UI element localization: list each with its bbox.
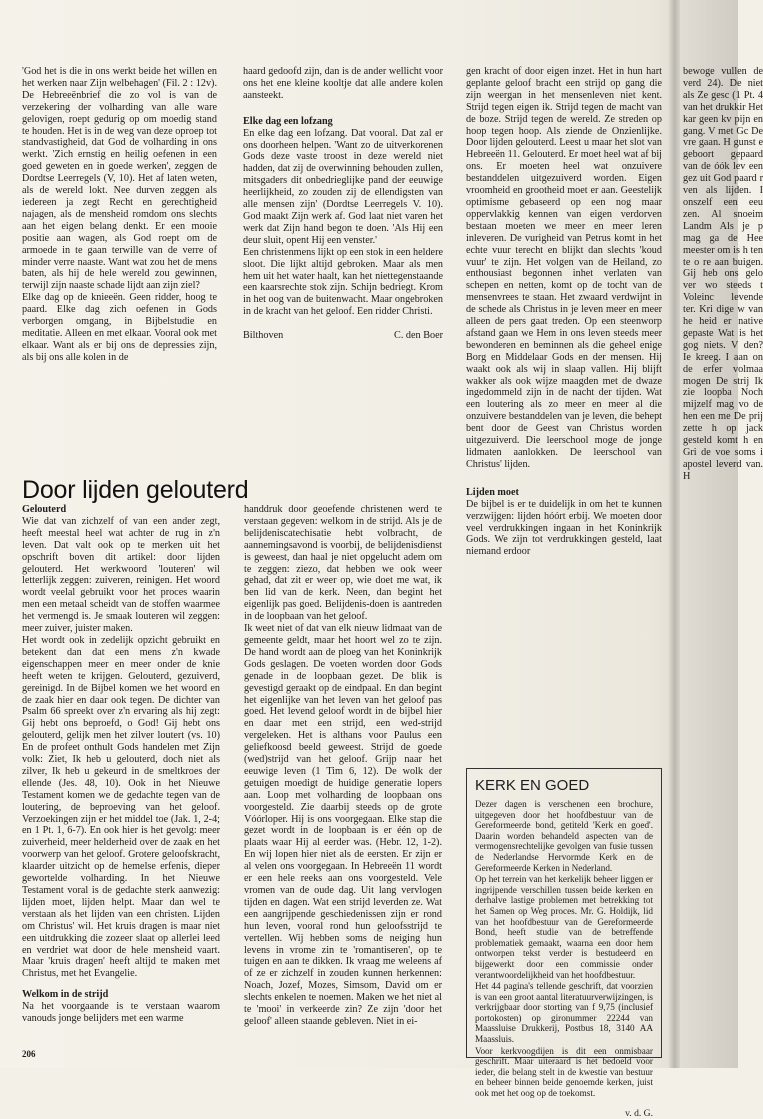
box-body	[475, 799, 653, 1119]
paragraph: En elke dag een lofzang. Dat vooral. Dat zal er ons doorheen helpen. 'Want zo de uitverkorenen Gods deze vaste troost in deze wereld niet hadden, dat zij de overwinning behouden zullen, mitsgaders dit onbedrieglijke pand der eeuwige heerlijkheid, zo zouden zij de ellendigsten van alle mensen zijn' (Dordtse Leerregels V. 10). God maakt Zijn werk af. God laat niet varen het werk dat Zijn hand begon te doen. 'Als Hij een deur sluit, opent Hij een venster.'	[243, 127, 443, 246]
page-number: 206	[22, 1049, 36, 1059]
paragraph: Voor kerkvoogdijen is dit een onmisbaar geschrift. Maar uiteraard is het bedoeld voor ieder, die belang stelt in de kwestie van bestuur en beheer binnen beide genoemde kerken, juist ook met het oog op de toekomst.	[475, 1045, 653, 1099]
section-heading: Lijden moet	[466, 486, 519, 498]
paragraph: Het wordt ook in zedelijk opzicht gebruikt en betekent dan dat een mens z'n kwade eigenschappen meer en meer onder de knie heeft weten te krijgen. Gelouterd, gezuiverd, gereinigd. In de Bijbel komen we het woord en de zaak hier en daar ook tegen. De dichter van Psalm 66 spreekt over z'n ervaring als hij zegt: Gij hebt ons beproefd, o God! Gij hebt ons gelouterd, gelijk men het zilver loutert (vs. 10) En de profeet onthult Gods handelen met Zijn volk: Ziet, Ik heb u gelouterd, doch niet als zilver, Ik heb u gekeurd in de smeltkroes der ellende (Jes. 48, 10). Ook in het Nieuwe Testament komen we de gedachte tegen van de loutering, de beproeving van het geloof. Verzoekingen zijn er het middel toe (Jak. 1, 2-4; en 1 Pt. 1, 6-7). En ook hier is het gevolg: meer zuiverheid, meer helderheid over de zaak en het voorwerp van het geloof. Grotere geloofskracht, klaarder uitzicht op de hemelse erfenis, dieper gewortelde volharding. In het Nieuwe Testament voral is de gedachte sterk aanwezig: lijden moet, lijden helpt. Maar dan wel te verstaan als het lijden van een christen. Lijden om Christus' wil. Het kruis dragen is maar niet een uitdrukking die zozeer slaat op allerlei leed en verdriet wat door de hele mensheid vaart. Maar 'kruis dragen' heeft altijd te maken met Christus, met het Evangelie.	[22, 634, 220, 980]
top-column-2	[243, 66, 443, 342]
paragraph: gen kracht of door eigen inzet. Het in hun hart geplante geloof bracht een strijd op gang die zijn weergan in het mensenleven niet kent. Strijd tegen eigen ik. Strijd tegen de macht van de boze. Strijd tegen de wereld. Ze streden op hoop tegen hoop. Als ziende de Onzienlijke. Door lijden gelouterd. Leest u maar het slot van Hebreeën 11. Gelouterd. Er moet heel wat af bij ons. Er moeten heel wat onzuivere bestanddelen uitgezuiverd worden. Eigen vroomheid en grootheid moet er aan. Geestelijk optimisme gebaseerd op een nog maar oppervlakkig kennen van eigen verdorven bestaan moeten we meer en meer leren inleveren. De vurigheid van Petrus komt in het echte vuur terecht en blijkt dan slechts 'koud vuur' te zijn. Het volgen van de Heiland, zo enthousiast begonnen inhet verlaten van schepen en netten, komt op de tocht van de mensenvrees te staan. Het zwaard verdwijnt in de schede als Christus in je leven meer en meer alleen de pers gaat treden. Op een steenworp afstand gaan we Hem in ons leven steeds meer bewonderen en beminnen als die geheel enige Borg en Middelaar Gods en der mensen. Hij waakt ook als wij in slaap vallen. Hij blijft wakker als ook wijze maagden met de dwaze ingedommeld zijn in de nacht der tijden. Wat een loutering als zo meer en meer al die onzuivere bestanddelen van je leven, die behept bent door de Geest van Christus worden uitgezuiverd. Die leerschool moge de jonge lidmaten aanlokken. De leerschool van Christus' lijden.	[466, 66, 662, 470]
kerk-en-goed-box	[466, 768, 662, 1119]
box-signature: v. d. G.	[625, 1107, 653, 1119]
paragraph: Ik weet niet of dat van elk nieuw lidmaat van de gemeente geldt, maar het hoort wel zo te zijn. De hand wordt aan de ploeg van het Koninkrijk Gods geslagen. De voeten worden door Gods genade in de loopbaan gezet. De blik is gevestigd geraakt op de eindpaal. En dan begint het eigenlijke van het leven van het geloof pas goed. Het levend geloof wordt in de bijbel hier en daar met een strijd, een wed-strijd vergeleken. Het is althans voor Paulus een geliefkoosd beeld geweest. Strijd de goede (wed)strijd van het geloof. Grijp naar het eeuwige leven (1 Tim 6, 12). De wolk der getuigen moedigt de huidige generatie lopers aan. Loop met volharding de loopbaan ons voorgesteld. Zie daarbij steeds op de grote Vóórloper. Hij is ons voorgegaan. Elke stap die gezet wordt in de loopbaan is er één op de plaats waar Hij al eerder was. (Hebr. 12, 1-2). En wij lopen hier niet als de eersten. Er zijn er al velen ons voorgegaan. In Hebreeën 11 wordt er een hele reeks aan ons voorgesteld. Vele vromen van de oude dag. Uit lang vervlogen tijden en dagen. Wat een strijd leverden ze. Wat een aangrijpende geschiedenissen zijn er rond hun leven, vooral rond hun geloofsstrijd te vertellen. Wij hebben soms de neiging hun levens in vrome zin te 'romantiseren', op te tuigen en aan te dikken. Ik vraag me weleens af of ze er zichzelf in zouden kunnen herkennen: Noach, Jozef, Mozes, Simsom, David om er slechts enkelen te noemen. Maken we het niet al te 'mooi' in verkeerde zin? Ze zijn 'door het geloof' alleen staande gebleven. Niet in ei-	[244, 623, 442, 1027]
section-heading: Gelouterd	[22, 504, 67, 515]
paragraph: Dezer dagen is verschenen een brochure, uitgegeven door het hoofdbestuur van de Gereformeerde bond, getiteld 'Kerk en goed'. Daarin worden behandeld aspecten van de vermogensrechtelijke gevolgen van fusie tussen de Nederlandse Hervormde Kerk en de Gereformeerde Kerken in Nederland.	[475, 799, 653, 873]
section-heading: Elke dag een lofzang	[243, 115, 333, 127]
fringe-text: bewoge vullen de verd 24). De niet als Ze gesc (1 Pt. 4 van het drukkir Het kar geen kv pijn en gang. V met Gc De vre gaan. H gunst e geboort gepaard van de óók lev een gez uit God paard r ven als lijden. I onszelf een eeu zen. Al snoeim Landm Als je p mag ga de Hee meester om is h ten te o re aan buigen. Gij heb ons gelo ver wo steeds t Voleinc levende ter. Kri dige w van he heid er native gepaste Wat is het gog niets. V den? Ie kreeg. I aan on de erfer volmaa mogen De strij Ik zie loopba Noch mijzelf mag vo de hen een me De prij zette h op jack gesteld komt h en Gri de voe soms i apostel leverd van. H	[683, 66, 763, 482]
paragraph: handdruk door geoefende christenen werd te verstaan gegeven: welkom in de strijd. Als je de belijdeniscatechisatie hebt volbracht, de aannemingsavond is voorbij, de belijdenisdienst is geweest, dan haal je niet opgelucht adem om te zeggen: ziezo, dat hebben we ook weer gehad, dat zit er weer op, wie doet me wat, ik ben lid van de kerk. Neen, dan begint het eigenlijk pas goed. Belijdenis-doen is aantreden in de loopbaan van het geloof.	[244, 504, 442, 623]
paragraph: Wie dat van zichzelf of van een ander zegt, heeft meestal heel wat achter de rug in z'n leven. Dat valt ook op te merken uit het opschrift boven dit artikel: door lijden gelouterd. Het werkwoord 'louteren' wil letterlijk zeggen: zuiveren, reinigen. Het woord wordt veelal gebruikt voor het proces waarin men een metaal scheidt van de stoffen waarmee het vermengd is. Je smaak louteren wil zeggen: meer zuiver, juister maken.	[22, 515, 220, 635]
signature	[243, 330, 443, 342]
main-column-2	[244, 504, 442, 1028]
article-headline: Door lijden gelouterd	[22, 476, 249, 504]
paragraph: Op het terrein van het kerkelijk beheer liggen er ingrijpende verschillen tussen beide kerken en derhalve lastige problemen met betrekking tot het Samen op Weg proces. Mr. G. Holdijk, lid van het hoofdbestuur van de Gereformeerde Bond, heeft studie van de betreffende problematiek gemaakt, waarna een door hem ontworpen tekst verder is bestudeerd en bijgewerkt door een commissie onder verantwoordelijkheid van het hoofdbestuur.	[475, 874, 653, 980]
section-heading: Welkom in de strijd	[22, 989, 109, 1001]
paragraph: Elke dag op de knieeën. Geen ridder, hoog te paard. Elke dag zich oefenen in Gods verborgen omgang, in Bijbelstudie en meditatie. Alleen en met elkaar. Vooral ook met elkaar. Want als er bij ons de depressies zijn, als bij ons alle kolen in de	[22, 292, 217, 363]
paragraph: De bijbel is er te duidelijk in om het te kunnen verzwijgen: lijden hóórt erbij. We moeten door veel verdrukkingen ingaan in het Koninkrijk Gods. We zijn tot verdrukkingen gesteld, laat niemand erdoor	[466, 498, 662, 558]
signature-author: C. den Boer	[394, 330, 443, 342]
paragraph: 'God het is die in ons werkt beide het willen en het werken naar Zijn welbehagen' (Fil. 2 : 12v). De Hebreeënbrief die zo vol is van de verzekering der volharding van alle ware gelovigen, roept gedurig op om moedig stand te houden. Het is in de weg van deze oproep tot standvastigheid, dat God de volharding in ons werkt. 'Zich ernstig en heilig oefenen in een goed geweten en in goede werken', zeggen de Dordtse Leerregels (V, 10). Het af laten weten, als de wereld lokt. Nee durven zeggen als iedereen ja zegt Recht en gerechtigheid najagen, als de mensheid romdom ons slechts aan het eigen belang denkt. Er een mooie positie aan wagen, als God roept om de armoede in te gaan terwille van de verre of minder verre naaste. Want wat zou het de mens baten, als hij de hele wereld zou gewinnen, terwijl zijn naaste schade lijdt aan zijn ziel?	[22, 66, 217, 292]
right-column	[466, 66, 662, 558]
paragraph: Het 44 pagina's tellende geschrift, dat voorzien is van een groot aantal literatuurverwijzingen, is verkrijgbaar door storting van f 9,75 (inclusief portokosten) op gironummer 22244 van Maassluise Drukkerij, Postbus 18, 3140 AA Maassluis.	[475, 981, 653, 1045]
next-page-fringe	[679, 0, 763, 1068]
paragraph: haard gedoofd zijn, dan is de ander wellicht voor ons het ene kleine kooltje dat alle andere kolen aansteekt.	[243, 66, 443, 101]
top-column-1	[22, 66, 217, 364]
paragraph: Na het voorgaande is te verstaan waarom vanouds jonge belijders met een warme	[22, 1001, 220, 1025]
box-title: KERK EN GOED	[475, 777, 590, 794]
paragraph: Een christenmens lijkt op een stok in een heldere sloot. Die lijkt altijd gebroken. Maar als men hem uit het water haalt, kan het niettegenstaande een kaarsrechte stok zijn. Schijn bedriegt. Krom in het oog van de buitenwacht. Maar ongebroken in de kracht van het geloof. Een ridder Christi.	[243, 246, 443, 318]
signature-place: Bilthoven	[243, 330, 284, 342]
main-column-1	[22, 504, 220, 1025]
